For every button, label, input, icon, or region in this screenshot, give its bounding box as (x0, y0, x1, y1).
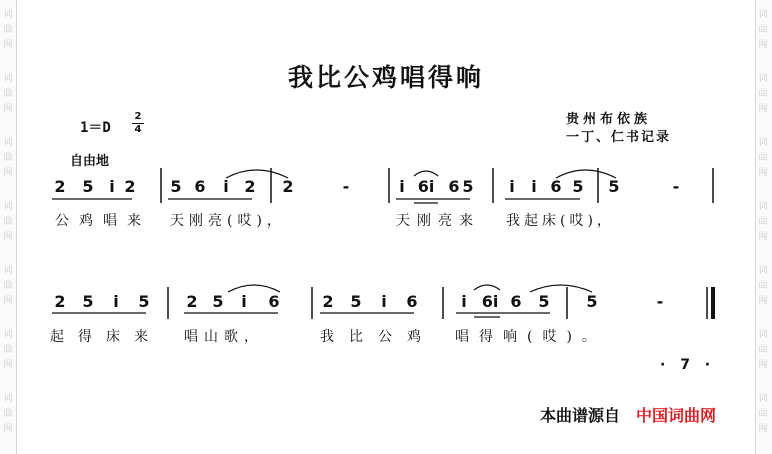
note: 6 (268, 292, 280, 311)
note: 5 (82, 292, 94, 311)
watermark-glyph: 词 (758, 138, 768, 148)
watermark-glyph: 网 (758, 296, 768, 306)
meter-top: 2 (134, 111, 142, 122)
slur (556, 170, 616, 178)
sustain-dash: - (672, 177, 680, 196)
slur (228, 285, 280, 292)
note: 6i (481, 292, 499, 311)
note: i (509, 177, 515, 196)
note: 5 (462, 177, 474, 196)
watermark-glyph: 词 (3, 138, 13, 148)
note: i (241, 292, 247, 311)
credit-recorders: 一丁、仁书记录 (566, 130, 672, 145)
watermark-glyph: 曲 (3, 345, 13, 355)
watermark-glyph: 网 (3, 424, 13, 434)
slur (474, 285, 500, 290)
note: 2 (186, 292, 198, 311)
watermark-glyph: 曲 (3, 25, 13, 35)
watermark-glyph: 网 (758, 168, 768, 178)
watermark-glyph: 曲 (3, 217, 13, 227)
watermark-glyph: 网 (3, 232, 13, 242)
credit-origin: 贵州布依族 (566, 112, 652, 127)
note: i (381, 292, 387, 311)
note: 5 (538, 292, 550, 311)
watermark-glyph: 网 (3, 168, 13, 178)
watermark-glyph: 词 (758, 330, 768, 340)
watermark-glyph: 网 (758, 424, 768, 434)
notes-layer (54, 177, 679, 311)
watermark-glyph: 曲 (758, 345, 768, 355)
watermark-glyph: 曲 (758, 217, 768, 227)
watermark-glyph: 网 (758, 232, 768, 242)
lyric-phrase: 天刚亮(哎)， (170, 213, 286, 229)
watermark-glyph: 曲 (758, 25, 768, 35)
lyric-phrase: 天刚亮来 (396, 213, 480, 229)
lyric-phrase: 我起床(哎)， (506, 213, 615, 229)
note: 2 (54, 292, 66, 311)
song-title: 我比公鸡唱得响 (287, 63, 484, 92)
note: 5 (138, 292, 150, 311)
lyric-phrase: 唱得响(哎)。 (455, 329, 606, 345)
watermark-glyph: 词 (758, 10, 768, 20)
source-credit (540, 403, 716, 426)
note: 5 (82, 177, 94, 196)
watermark-glyph: 词 (3, 10, 13, 20)
watermark-glyph: 词 (758, 202, 768, 212)
key-signature: 1＝D (80, 120, 111, 136)
note: 2 (54, 177, 66, 196)
page-number: · 7 · (660, 357, 716, 373)
tempo-marking: 自由地 (70, 154, 110, 169)
note: 2 (282, 177, 294, 196)
note: 6 (194, 177, 206, 196)
watermark-glyph: 网 (758, 360, 768, 370)
note: 2 (322, 292, 334, 311)
note: 6 (448, 177, 460, 196)
watermark-glyph: 网 (3, 40, 13, 50)
sustain-dash: - (656, 292, 664, 311)
sustain-dash: - (342, 177, 350, 196)
note: i (461, 292, 467, 311)
watermark-glyph: 曲 (3, 409, 13, 419)
note: 5 (608, 177, 620, 196)
note: 6 (550, 177, 562, 196)
watermark-glyph: 曲 (758, 89, 768, 99)
slur (530, 285, 592, 292)
watermark-glyph: 词 (3, 202, 13, 212)
watermark-glyph: 曲 (3, 153, 13, 163)
watermark-glyph: 词 (3, 394, 13, 404)
slur (226, 170, 288, 178)
note: 5 (350, 292, 362, 311)
watermark-glyph: 词 (3, 330, 13, 340)
watermark-glyph: 曲 (758, 281, 768, 291)
note: i (399, 177, 405, 196)
watermark-glyph: 曲 (3, 89, 13, 99)
source-label: 本曲谱源自 (540, 406, 621, 425)
watermark-glyph: 词 (3, 266, 13, 276)
note: 5 (212, 292, 224, 311)
watermark-glyph: 网 (758, 104, 768, 114)
note: i (531, 177, 537, 196)
note: i (113, 292, 119, 311)
note: 6i (417, 177, 435, 196)
slur (414, 171, 438, 176)
watermark-glyph: 网 (3, 360, 13, 370)
watermark-glyph: 网 (3, 104, 13, 114)
note: 2 (244, 177, 256, 196)
note: 6 (406, 292, 418, 311)
watermark-glyph: 词 (758, 266, 768, 276)
note: i (223, 177, 229, 196)
lyric-phrase: 起得床来 (50, 329, 162, 345)
watermark-glyph: 曲 (758, 409, 768, 419)
watermark-glyph: 曲 (3, 281, 13, 291)
watermark-glyph: 曲 (758, 153, 768, 163)
note: 5 (170, 177, 182, 196)
watermark-glyph: 词 (758, 394, 768, 404)
note: i (109, 177, 115, 196)
note: 6 (510, 292, 522, 311)
watermark-glyph: 网 (3, 296, 13, 306)
note: 5 (586, 292, 598, 311)
note: 5 (572, 177, 584, 196)
watermark-glyph: 网 (758, 40, 768, 50)
watermark-glyph: 词 (758, 74, 768, 84)
lyric-phrase: 我比公鸡 (320, 329, 436, 345)
lyric-phrase: 唱山歌， (184, 329, 264, 345)
meter-bottom: 4 (134, 124, 142, 135)
note: 2 (124, 177, 136, 196)
lyric-phrase: 公鸡唱来 (55, 213, 151, 229)
source-site-link[interactable]: 中国词曲网 (636, 406, 717, 425)
watermark-glyph: 词 (3, 74, 13, 84)
